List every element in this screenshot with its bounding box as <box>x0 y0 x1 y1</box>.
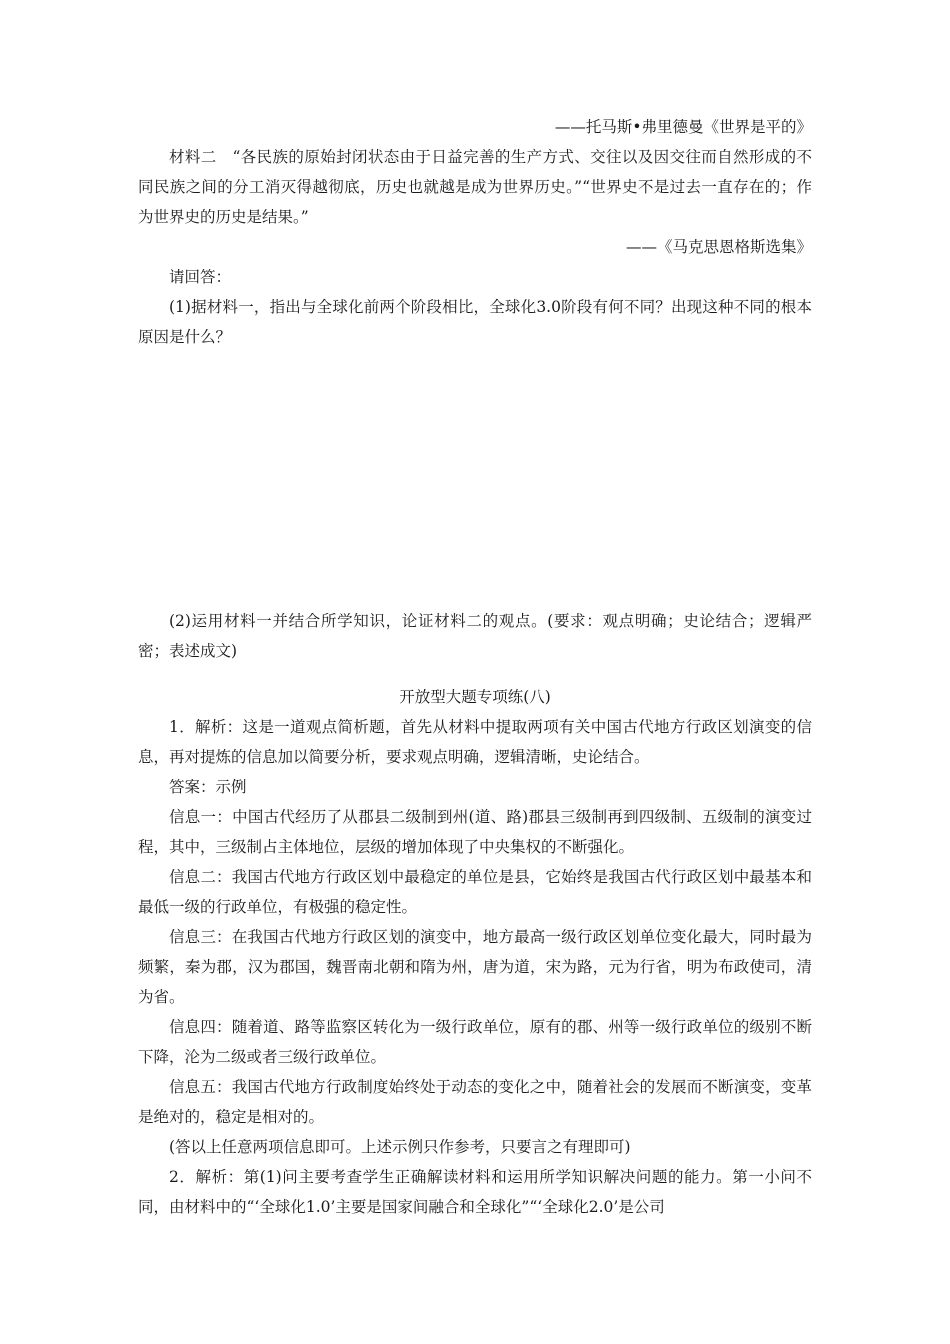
section-title: 开放型大题专项练(八) <box>399 688 551 706</box>
info-3: 信息三：在我国古代地方行政区划的演变中，地方最高一级行政区划单位变化最大，同时最为频繁，秦为郡，汉为郡国，魏晋南北朝和隋为州，唐为道，宋为路，元为行省，明为布政使司，清为省。 <box>138 928 812 1006</box>
answer-2-analysis: 2．解析：第(1)问主要考查学生正确解读材料和运用所学知识解决问题的能力。第一小问不同，由材料中的“‘全球化1.0’主要是国家间融合和全球化”“‘全球化2.0’是公司 <box>138 1168 812 1216</box>
question-2: (2)运用材料一并结合所学知识，论证材料二的观点。(要求：观点明确；史论结合；逻辑严密；表述成文) <box>138 612 812 660</box>
answer-1-label: 答案：示例 <box>169 778 247 796</box>
section-gap <box>138 666 812 682</box>
material2-source: ——《马克思恩格斯选集》 <box>625 238 812 256</box>
answer-prompt: 请回答： <box>169 268 232 286</box>
answer-note: (答以上任意两项信息即可。上述示例只作参考，只要言之有理即可) <box>169 1138 631 1156</box>
material2-text: 材料二 “各民族的原始封闭状态由于日益完善的生产方式、交往以及因交往而自然形成的不同民族之间的分工消灭得越彻底，历史也就越是成为世界历史。”“世界史不是过去一直存在的；作为世界史的历史是结果。” <box>138 148 812 226</box>
info-1: 信息一：中国古代经历了从郡县二级制到州(道、路)郡县三级制再到四级制、五级制的演变过程，其中，三级制占主体地位，层级的增加体现了中央集权的不断强化。 <box>138 808 812 856</box>
document-page <box>138 112 812 1222</box>
info-5: 信息五：我国古代地方行政制度始终处于动态的变化之中，随着社会的发展而不断演变，变革是绝对的，稳定是相对的。 <box>138 1078 812 1126</box>
info-2: 信息二：我国古代地方行政区划中最稳定的单位是县，它始终是我国古代行政区划中最基本和最低一级的行政单位，有极强的稳定性。 <box>138 868 812 916</box>
info-4: 信息四：随着道、路等监察区转化为一级行政单位，原有的郡、州等一级行政单位的级别不断下降，沦为二级或者三级行政单位。 <box>138 1018 812 1066</box>
question-1: (1)据材料一，指出与全球化前两个阶段相比，全球化3.0阶段有何不同？出现这种不同的根本原因是什么？ <box>138 298 812 346</box>
material1-source: ——托马斯•弗里德曼《世界是平的》 <box>554 118 812 136</box>
answer-1-analysis: 1．解析：这是一道观点简析题，首先从材料中提取两项有关中国古代地方行政区划演变的信息，再对提炼的信息加以简要分析，要求观点明确，逻辑清晰，史论结合。 <box>138 718 812 766</box>
answer-space <box>138 352 812 606</box>
